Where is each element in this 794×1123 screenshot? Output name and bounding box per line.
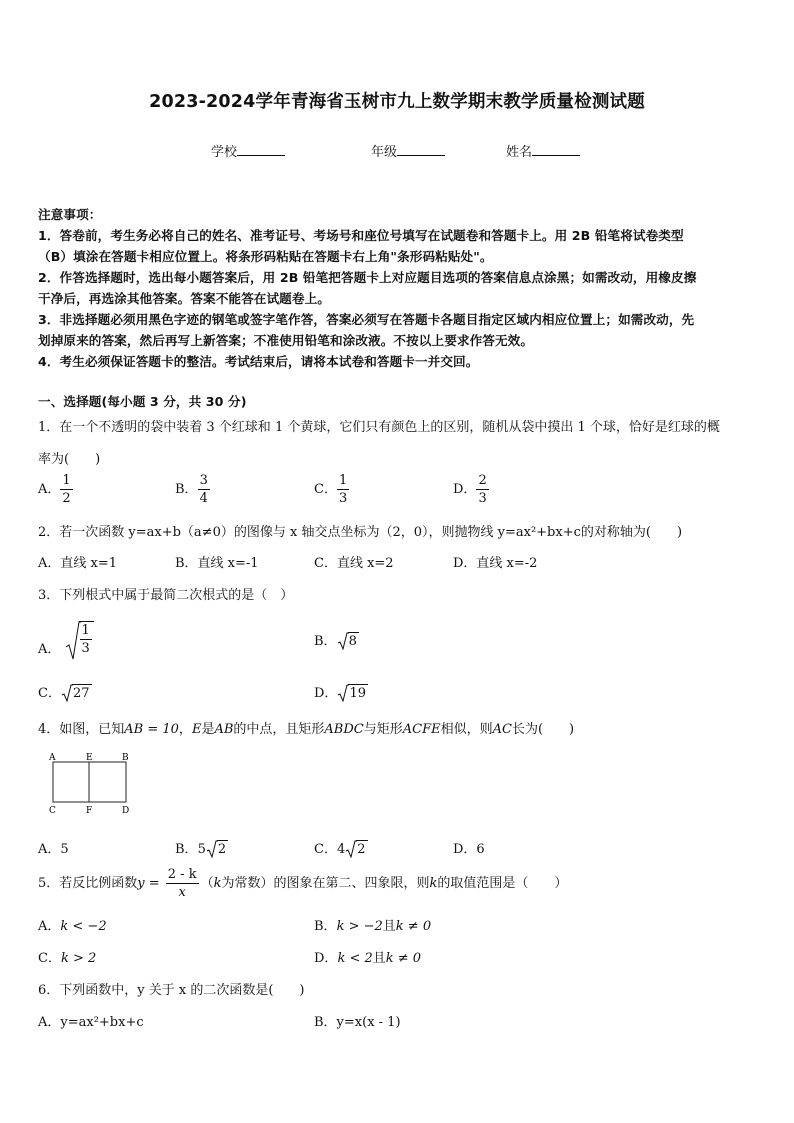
radical-sign-icon [65, 621, 81, 661]
label-c: C [49, 806, 56, 816]
q2-option-a[interactable]: A．直线 x=1 [38, 556, 118, 571]
q6-option-a[interactable]: A．y=ax²+bx+c [38, 1015, 144, 1030]
q4-option-a[interactable]: A．5 [38, 842, 69, 857]
denominator: 4 [199, 491, 208, 506]
option-label: A． [38, 642, 61, 657]
name-blank[interactable] [532, 143, 580, 156]
q1-option-d[interactable] [453, 474, 489, 505]
radicand: 2 [217, 842, 227, 857]
option-math: k > −2 [336, 919, 383, 934]
q1-option-b[interactable] [175, 474, 210, 505]
option-label: A． [38, 919, 61, 934]
radicand: 19 [349, 686, 366, 701]
q5-option-a[interactable] [38, 915, 107, 934]
q3-option-d[interactable] [314, 682, 368, 701]
note-1-line-2: （B）填涂在答题卡相应位置上。将条形码粘贴在答题卡右上角"条形码粘贴处"。 [38, 249, 493, 264]
q6-stem: 6．下列函数中，y 关于 x 的二次函数是( ) [38, 983, 305, 998]
sqrt-expression [337, 684, 368, 701]
option-label: A． [38, 482, 61, 497]
note-4: 4．考生必须保证答题卡的整洁。考试结束后，请将本试卷和答题卡一并交回。 [38, 354, 479, 369]
radical-sign-icon [206, 840, 218, 858]
q4-text: 4．如图，已知 [38, 722, 125, 737]
q3-option-c[interactable] [38, 682, 92, 701]
radicand: 27 [72, 686, 90, 701]
option-text: 且 [382, 919, 396, 934]
q1-stem-line-1: 1．在一个不透明的袋中装着 3 个红球和 1 个黄球，它们只有颜色上的区别，随机从袋中摸出 1 个球，恰好是红球的概 [38, 420, 720, 435]
q4-text: 与矩形 [363, 722, 403, 737]
q2-option-d[interactable]: D．直线 x=-2 [453, 556, 538, 571]
q5-stem [38, 868, 567, 899]
radical-sign-icon [337, 684, 349, 702]
name-label: 姓名 [506, 145, 533, 160]
q5-math: k [429, 876, 438, 891]
denominator: 3 [81, 641, 90, 656]
notes-heading: 注意事项： [38, 207, 102, 222]
option-label: D． [314, 951, 338, 966]
note-1-line-1: 1．答卷前，考生务必将自己的姓名、准考证号、考场号和座位号填写在试题卷和答题卡上。用 2B 铅笔将试卷类型 [38, 228, 684, 243]
name-field[interactable] [506, 141, 580, 160]
q5-text: （ [200, 876, 214, 891]
label-d: D [122, 806, 130, 816]
note-3-line-2: 划掉原来的答案，然后再写上新答案；不准使用铅笔和涂改液。不按以上要求作答无效。 [38, 333, 534, 348]
option-label: B． [314, 919, 337, 934]
sqrt-expression [337, 632, 359, 649]
note-2-line-1: 2．作答选择题时，选出每小题答案后，用 2B 铅笔把答题卡上对应题目选项的答案信息点涂黑；如需改动，用橡皮擦 [38, 270, 697, 285]
denominator: 3 [478, 491, 487, 506]
q4-math: ACFE [402, 722, 441, 737]
q6-option-b[interactable]: B．y=x(x - 1) [314, 1015, 401, 1030]
q2-option-c[interactable]: C．直线 x=2 [314, 556, 394, 571]
radical-sign-icon [345, 840, 357, 858]
denominator: 3 [338, 491, 348, 506]
q4-option-c[interactable] [314, 838, 368, 857]
q3-option-b[interactable] [314, 630, 359, 649]
q5-option-c[interactable] [38, 947, 96, 966]
radical-sign-icon [61, 684, 73, 702]
note-2-line-2: 干净后，再选涂其他答案。答案不能答在试题卷上。 [38, 291, 330, 306]
option-math: k > 2 [60, 951, 97, 966]
sqrt-expression [65, 621, 94, 655]
q2-option-b[interactable]: B．直线 x=-1 [175, 556, 259, 571]
coefficient: 5 [197, 842, 206, 857]
denominator: 2 [62, 491, 71, 506]
grade-blank[interactable] [397, 143, 445, 156]
option-label: B． [175, 482, 198, 497]
denominator: x [178, 885, 186, 900]
section-1-heading: 一、选择题(每小题 3 分，共 30 分) [38, 394, 247, 409]
q3-option-a[interactable] [38, 621, 94, 655]
fraction [80, 624, 92, 655]
q4-text: 是 [201, 722, 215, 737]
coefficient: 4 [336, 842, 346, 857]
q5-math: y = [137, 876, 160, 891]
option-label: C． [38, 686, 61, 701]
label-e: E [86, 753, 93, 763]
q4-text: 的中点，且矩形 [233, 722, 325, 737]
numerator: 1 [81, 623, 90, 638]
label-a: A [49, 753, 56, 763]
q5-text: 5．若反比例函数 [38, 876, 138, 891]
q1-option-c[interactable] [314, 474, 349, 505]
q5-option-b[interactable] [314, 915, 431, 934]
radical-sign-icon [337, 632, 349, 650]
option-label: C． [314, 842, 337, 857]
school-blank[interactable] [237, 143, 285, 156]
numerator: 1 [62, 473, 71, 488]
option-math: k < 2 [337, 951, 373, 966]
numerator: 3 [199, 473, 208, 488]
q4-stem [38, 718, 574, 737]
school-label: 学校 [211, 145, 238, 160]
q4-text: 长为( ) [511, 722, 575, 737]
q4-option-b[interactable] [175, 838, 228, 857]
numerator: 2 [478, 473, 487, 488]
option-label: D． [314, 686, 338, 701]
radicand: 2 [357, 842, 366, 857]
q4-math: E [191, 722, 202, 737]
numerator: 1 [338, 473, 348, 488]
q1-option-a[interactable] [38, 474, 73, 505]
q3-stem: 3．下列根式中属于最简二次根式的是（ ） [38, 588, 294, 603]
option-math: k < −2 [60, 919, 107, 934]
sqrt-expression [61, 684, 92, 701]
q5-text: 的取值范围是（ ） [437, 876, 568, 891]
exam-title: 2023-2024学年青海省玉树市九上数学期末教学质量检测试题 [149, 92, 645, 112]
grade-field[interactable] [371, 141, 445, 160]
option-text: 且 [372, 951, 386, 966]
option-math: k ≠ 0 [385, 951, 422, 966]
q4-text: 相似，则 [440, 722, 493, 737]
option-label: B． [175, 842, 198, 857]
option-label: B． [314, 634, 337, 649]
q4-math: AB [214, 722, 234, 737]
q4-text: ， [178, 722, 192, 737]
q5-text: 为常数）的图象在第二、四象限，则 [221, 876, 430, 891]
fraction [60, 474, 72, 505]
numerator: 2 - k [167, 867, 197, 882]
q4-option-d[interactable]: D．6 [453, 842, 485, 857]
q4-rectangle-figure [46, 750, 136, 816]
radicand: 8 [348, 634, 357, 649]
q4-math: ABDC [324, 722, 364, 737]
q1-stem-line-2: 率为( ) [38, 452, 101, 467]
q4-math: AC [492, 722, 512, 737]
school-field[interactable] [211, 141, 285, 160]
option-label: C． [314, 482, 337, 497]
sqrt-expression [206, 840, 228, 857]
q5-option-d[interactable] [314, 947, 421, 966]
q5-math: k [213, 876, 222, 891]
option-math: k ≠ 0 [395, 919, 432, 934]
fraction [166, 868, 199, 899]
label-f: F [86, 806, 93, 816]
label-b: B [122, 753, 129, 763]
fraction [337, 474, 349, 505]
fraction [198, 474, 210, 505]
grade-label: 年级 [371, 145, 398, 160]
option-label: C． [38, 951, 61, 966]
q4-math: AB = 10 [124, 722, 179, 737]
option-label: D． [453, 482, 477, 497]
sqrt-expression [345, 840, 367, 857]
note-3-line-1: 3．非选择题必须用黑色字迹的钢笔或签字笔作答，答案必须写在答题卡各题目指定区域内相应位置上；如需改动，先 [38, 312, 695, 327]
q2-stem: 2．若一次函数 y=ax+b（a≠0）的图像与 x 轴交点坐标为（2，0），则抛物线 y=ax²+bx+c的对称轴为( ) [38, 525, 683, 540]
fraction [476, 474, 488, 505]
